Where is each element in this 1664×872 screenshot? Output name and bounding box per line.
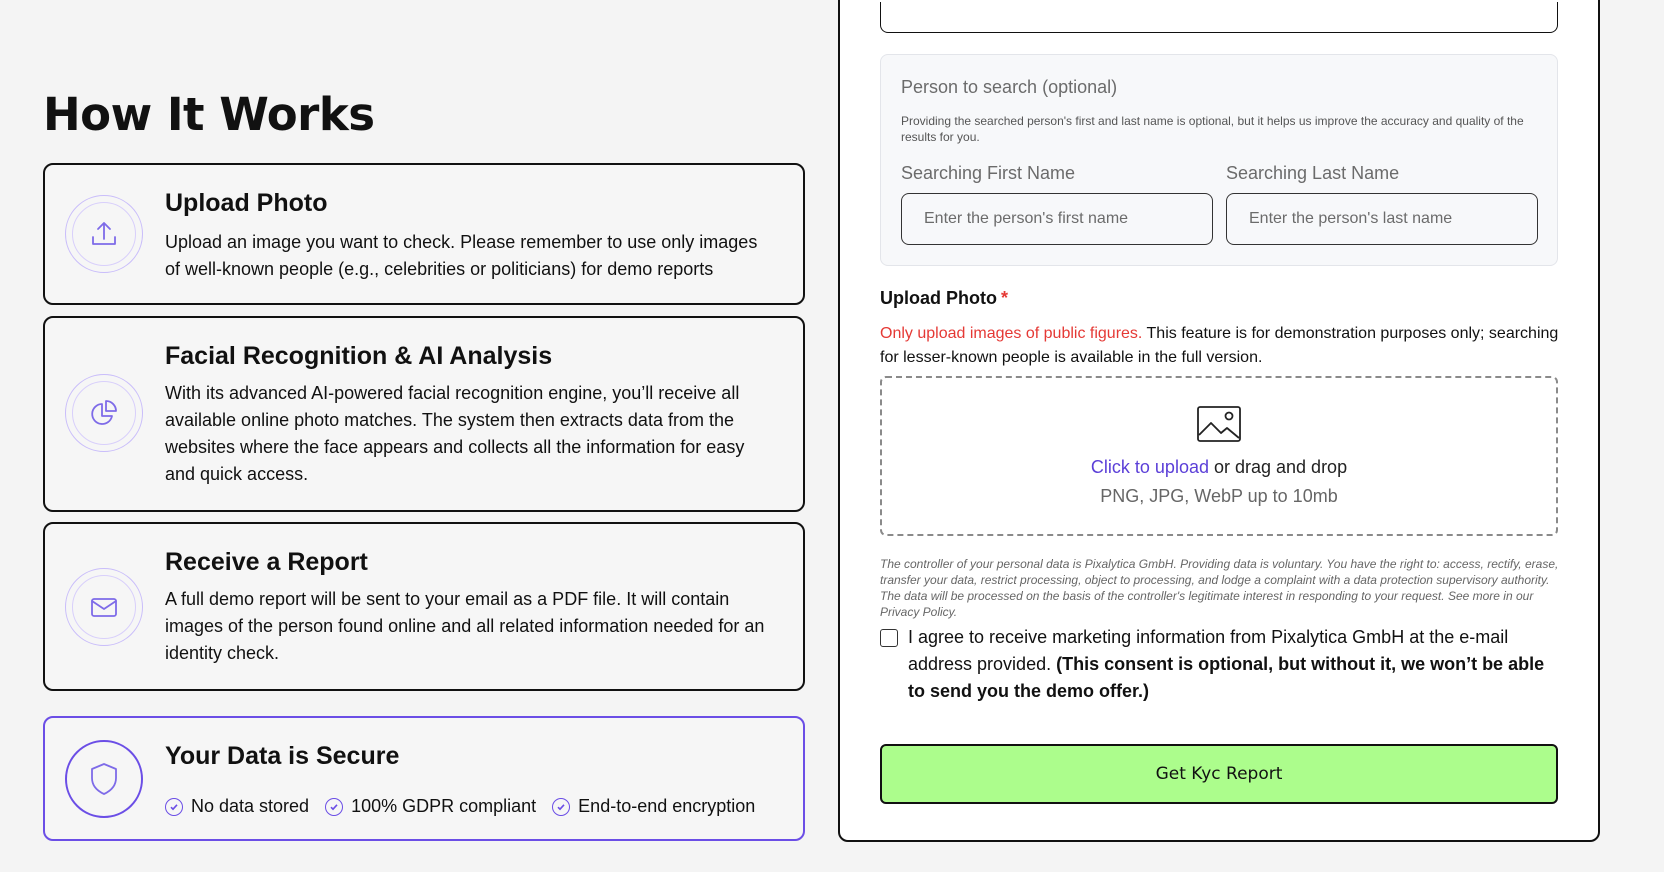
step-title: Upload Photo [165, 189, 328, 217]
person-to-search-section [880, 54, 1558, 266]
step-receive-report [43, 522, 805, 691]
required-mark: * [1000, 288, 1008, 308]
badge-label: End-to-end encryption [578, 796, 756, 816]
drag-drop-text: or drag and drop [1208, 457, 1348, 477]
photo-dropzone[interactable] [880, 376, 1558, 536]
upload-note-text: This feature is for demonstration purposes only; searching for lesser-known people is available in the full version. [880, 325, 1559, 366]
last-name-label: Searching Last Name [1226, 163, 1400, 183]
badge-no-data-stored [165, 796, 309, 817]
image-icon [1196, 405, 1242, 443]
first-name-input[interactable] [901, 193, 1213, 245]
last-name-input[interactable] [1226, 193, 1538, 245]
upload-icon [65, 195, 143, 273]
upload-photo-title [880, 288, 1008, 309]
shield-icon [65, 740, 143, 818]
upload-note [880, 322, 1560, 370]
check-circle-icon [325, 798, 343, 816]
consent-checkbox[interactable] [880, 629, 898, 647]
step-description: Upload an image you want to check. Please remember to use only images of well-known people (e.g., celebrities or politicians) for demo reports [165, 232, 758, 279]
data-secure-card [43, 716, 805, 841]
person-section-title: Person to search (optional) [901, 77, 1118, 97]
consent-bold-note: (This consent is optional, but without it, we won’t be able to send you the demo offer.) [908, 654, 1545, 701]
check-circle-icon [552, 798, 570, 816]
privacy-notice: The controller of your personal data is Pixalytica GmbH. Providing data is voluntary. You have the right to: access, rectify, erase, transfer your data, restrict processing, object to processing, and lodge a complaint with a data protection supervisory authority. The data will be processed on the basis of the controller's legitimate interest in responding to your request. See more in our Privacy Policy. [880, 557, 1559, 619]
upload-title-text: Upload Photo [880, 288, 997, 308]
person-section-help: Providing the searched person's first and last name is optional, but it helps us improve the accuracy and quality of the results for you. [901, 114, 1524, 144]
report-form-panel [838, 0, 1600, 842]
badge-encryption [552, 796, 755, 817]
consent-text: I agree to receive marketing information from Pixalytica GmbH at the e-mail address provided. [908, 627, 1509, 674]
step-title: Receive a Report [165, 548, 368, 576]
pie-chart-icon [65, 374, 143, 452]
secure-title: Your Data is Secure [165, 742, 400, 770]
email-field[interactable] [880, 2, 1558, 33]
dropzone-instructions [1091, 457, 1347, 478]
check-circle-icon [165, 798, 183, 816]
badge-label: 100% GDPR compliant [351, 796, 537, 816]
step-upload-photo [43, 163, 805, 305]
click-to-upload-link[interactable]: Click to upload [1090, 457, 1209, 477]
badge-label: No data stored [191, 796, 310, 816]
accepted-formats: PNG, JPG, WebP up to 10mb [1100, 486, 1338, 506]
secure-badges [165, 796, 755, 817]
badge-gdpr [325, 796, 536, 817]
how-it-works-title: How It Works [43, 88, 375, 141]
mail-icon [65, 568, 143, 646]
consent-label [908, 624, 1560, 705]
step-description: With its advanced AI-powered facial recognition engine, you’ll receive all available online photo matches. The system then extracts data from the websites where the face appears and collects all the information for easy and quick access. [165, 383, 745, 484]
step-title: Facial Recognition & AI Analysis [165, 342, 553, 370]
marketing-consent [880, 624, 1560, 705]
public-figures-warning: Only upload images of public figures. [880, 325, 1143, 342]
get-kyc-report-button[interactable]: Get Kyc Report [880, 744, 1558, 804]
step-facial-recognition [43, 316, 805, 512]
step-description: A full demo report will be sent to your email as a PDF file. It will contain images of the person found online and all related information needed for an identity check. [165, 589, 765, 663]
first-name-label: Searching First Name [901, 163, 1076, 183]
